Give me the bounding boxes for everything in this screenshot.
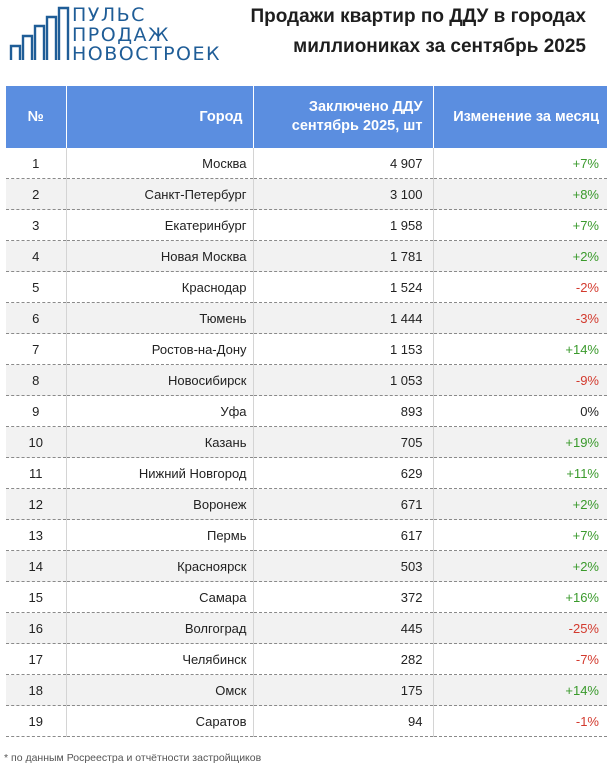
row-change: -2% xyxy=(433,272,607,303)
row-city: Санкт-Петербург xyxy=(66,179,253,210)
row-change: +7% xyxy=(433,210,607,241)
logo-line-2: ПРОДАЖ xyxy=(72,23,171,46)
table-row xyxy=(6,303,607,334)
row-change: -25% xyxy=(433,613,607,644)
row-city: Тюмень xyxy=(66,303,253,334)
row-city: Ростов-на-Дону xyxy=(66,334,253,365)
logo-text xyxy=(72,6,221,65)
row-city: Новая Москва xyxy=(66,241,253,272)
row-number: 3 xyxy=(6,210,66,241)
table-header xyxy=(6,86,607,148)
row-city: Пермь xyxy=(66,520,253,551)
row-city: Волгоград xyxy=(66,613,253,644)
table-row xyxy=(6,458,607,489)
row-change: +14% xyxy=(433,334,607,365)
row-count: 1 053 xyxy=(253,365,433,396)
table-row xyxy=(6,489,607,520)
header-num: № xyxy=(6,86,66,148)
row-count: 1 958 xyxy=(253,210,433,241)
row-city: Краснодар xyxy=(66,272,253,303)
row-change: -7% xyxy=(433,644,607,675)
row-change: +2% xyxy=(433,489,607,520)
buildings-logo-icon xyxy=(8,6,70,62)
row-change: -1% xyxy=(433,706,607,737)
row-count: 1 153 xyxy=(253,334,433,365)
row-number: 12 xyxy=(6,489,66,520)
row-city: Воронеж xyxy=(66,489,253,520)
row-number: 15 xyxy=(6,582,66,613)
row-number: 9 xyxy=(6,396,66,427)
row-count: 617 xyxy=(253,520,433,551)
row-count: 893 xyxy=(253,396,433,427)
table-row xyxy=(6,427,607,458)
row-count: 1 524 xyxy=(253,272,433,303)
header xyxy=(0,0,614,82)
row-city: Уфа xyxy=(66,396,253,427)
header-city: Город xyxy=(66,86,253,148)
row-change: +7% xyxy=(433,148,607,179)
logo-line-3: НОВОСТРОЕК xyxy=(72,43,222,65)
row-number: 13 xyxy=(6,520,66,551)
row-count: 4 907 xyxy=(253,148,433,179)
page-title xyxy=(216,2,586,62)
table-body xyxy=(6,148,607,737)
table-row xyxy=(6,334,607,365)
table-row xyxy=(6,644,607,675)
table-row xyxy=(6,706,607,737)
row-number: 14 xyxy=(6,551,66,582)
row-change: +16% xyxy=(433,582,607,613)
row-count: 1 781 xyxy=(253,241,433,272)
title-line-2: миллиониках за сентябрь 2025 xyxy=(293,36,586,57)
row-number: 6 xyxy=(6,303,66,334)
header-count-line-2: сентябрь 2025, шт xyxy=(291,118,423,134)
row-number: 1 xyxy=(6,148,66,179)
table-row xyxy=(6,179,607,210)
table-row xyxy=(6,272,607,303)
row-city: Нижний Новгород xyxy=(66,458,253,489)
row-count: 94 xyxy=(253,706,433,737)
table-row xyxy=(6,675,607,706)
row-number: 4 xyxy=(6,241,66,272)
logo-line-1: ПУЛЬС xyxy=(72,4,146,26)
row-count: 503 xyxy=(253,551,433,582)
header-count xyxy=(253,86,433,148)
table-row xyxy=(6,148,607,179)
table-row xyxy=(6,210,607,241)
row-change: 0% xyxy=(433,396,607,427)
row-number: 5 xyxy=(6,272,66,303)
row-number: 11 xyxy=(6,458,66,489)
footnote: * по данным Росреестра и отчётности застройщиков xyxy=(4,752,262,764)
row-number: 16 xyxy=(6,613,66,644)
row-number: 19 xyxy=(6,706,66,737)
row-change: +2% xyxy=(433,241,607,272)
row-count: 282 xyxy=(253,644,433,675)
title-line-1: Продажи квартир по ДДУ в городах xyxy=(250,6,586,27)
row-city: Казань xyxy=(66,427,253,458)
table-row xyxy=(6,241,607,272)
row-number: 17 xyxy=(6,644,66,675)
table-row xyxy=(6,582,607,613)
sales-table xyxy=(6,86,607,737)
row-count: 445 xyxy=(253,613,433,644)
row-number: 10 xyxy=(6,427,66,458)
row-count: 629 xyxy=(253,458,433,489)
table-row xyxy=(6,396,607,427)
table-row xyxy=(6,365,607,396)
row-city: Москва xyxy=(66,148,253,179)
row-change: +8% xyxy=(433,179,607,210)
row-city: Новосибирск xyxy=(66,365,253,396)
row-count: 671 xyxy=(253,489,433,520)
row-city: Челябинск xyxy=(66,644,253,675)
row-city: Красноярск xyxy=(66,551,253,582)
row-number: 7 xyxy=(6,334,66,365)
row-change: -9% xyxy=(433,365,607,396)
row-city: Самара xyxy=(66,582,253,613)
row-change: +11% xyxy=(433,458,607,489)
row-number: 18 xyxy=(6,675,66,706)
row-count: 175 xyxy=(253,675,433,706)
row-count: 705 xyxy=(253,427,433,458)
logo xyxy=(8,6,238,66)
row-city: Омск xyxy=(66,675,253,706)
header-count-line-1: Заключено ДДУ xyxy=(308,99,423,115)
row-change: +2% xyxy=(433,551,607,582)
row-change: +14% xyxy=(433,675,607,706)
row-change: +19% xyxy=(433,427,607,458)
row-number: 8 xyxy=(6,365,66,396)
table-row xyxy=(6,613,607,644)
row-count: 1 444 xyxy=(253,303,433,334)
row-number: 2 xyxy=(6,179,66,210)
row-change: -3% xyxy=(433,303,607,334)
row-count: 372 xyxy=(253,582,433,613)
table-row xyxy=(6,520,607,551)
row-city: Екатеринбург xyxy=(66,210,253,241)
table-row xyxy=(6,551,607,582)
row-change: +7% xyxy=(433,520,607,551)
row-city: Саратов xyxy=(66,706,253,737)
row-count: 3 100 xyxy=(253,179,433,210)
header-change: Изменение за месяц xyxy=(433,86,607,148)
